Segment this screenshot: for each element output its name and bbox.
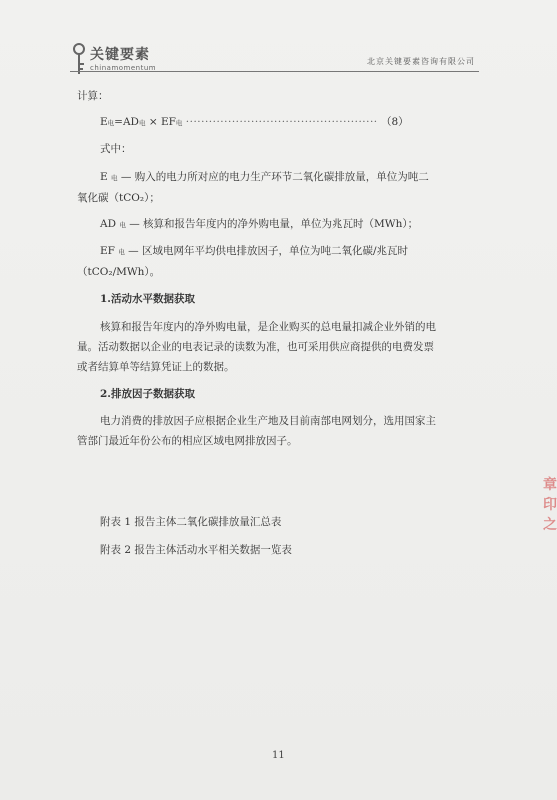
company-name: 北京关键要素咨询有限公司 (367, 57, 475, 66)
section2-heading: 2.排放因子数据获取 (100, 388, 195, 400)
def-e-line2: 氧化碳（tCO₂）； (77, 192, 160, 204)
def-e-sub: 电 (111, 174, 118, 182)
formula (100, 115, 409, 130)
section2-paragraph-line1: 电力消费的排放因子应根据企业生产地及目前南部电网划分，选用国家主 (100, 415, 436, 427)
where-label: 式中： (100, 143, 132, 155)
def-ad-sub: 电 (119, 221, 126, 229)
header-divider (70, 71, 479, 72)
formula-leader: ·················································· (185, 116, 378, 128)
def-ef (100, 244, 408, 259)
appendix-1: 附表 1 报告主体二氧化碳排放量汇总表 (100, 516, 282, 528)
section1-heading: 1.活动水平数据获取 (100, 293, 195, 305)
section1-paragraph-line3: 或者结算单等结算凭证上的数据。 (77, 361, 235, 373)
logo-subtitle: chinamomentum (90, 64, 157, 72)
def-ef-sub: 电 (118, 248, 125, 256)
calc-label: 计算： (77, 90, 109, 102)
formula-ad-sub: 电 (138, 119, 146, 127)
formula-number: （8） (381, 116, 409, 128)
formula-e-sub: 电 (107, 119, 115, 127)
logo-name: 关键要素 (90, 47, 150, 63)
def-e-var: E (100, 171, 108, 183)
company-logo (70, 42, 190, 82)
def-ad (100, 217, 418, 232)
section1-paragraph-line1: 核算和报告年度内的净外购电量，是企业购买的总电量扣减企业外销的电 (100, 321, 436, 333)
def-e (100, 170, 429, 185)
section1-paragraph-line2: 量。活动数据以企业的电表记录的读数为准，也可采用供应商提供的电费发票 (77, 341, 434, 353)
formula-ad: =AD (114, 116, 139, 128)
def-ad-var: AD (100, 218, 117, 230)
formula-ef: × EF (148, 116, 176, 128)
def-ef-var: EF (100, 245, 115, 257)
def-ef-line2: （tCO₂/MWh）。 (77, 266, 161, 278)
formula-e: E (100, 116, 108, 128)
def-ef-text: — 区域电网年平均供电排放因子，单位为吨二氧化碳/兆瓦时 (128, 245, 409, 257)
def-ad-text: — 核算和报告年度内的净外购电量，单位为兆瓦时（MWh）； (129, 218, 419, 230)
red-seal-stamp: 章 印 之 (543, 477, 557, 533)
def-e-text: — 购入的电力所对应的电力生产环节二氧化碳排放量，单位为吨二 (120, 171, 429, 183)
formula-ef-sub: 电 (175, 119, 183, 127)
appendix-2: 附表 2 报告主体活动水平相关数据一览表 (100, 544, 292, 556)
page-number: 11 (272, 750, 285, 761)
section2-paragraph-line2: 管部门最近年份公布的相应区域电网排放因子。 (77, 435, 298, 447)
